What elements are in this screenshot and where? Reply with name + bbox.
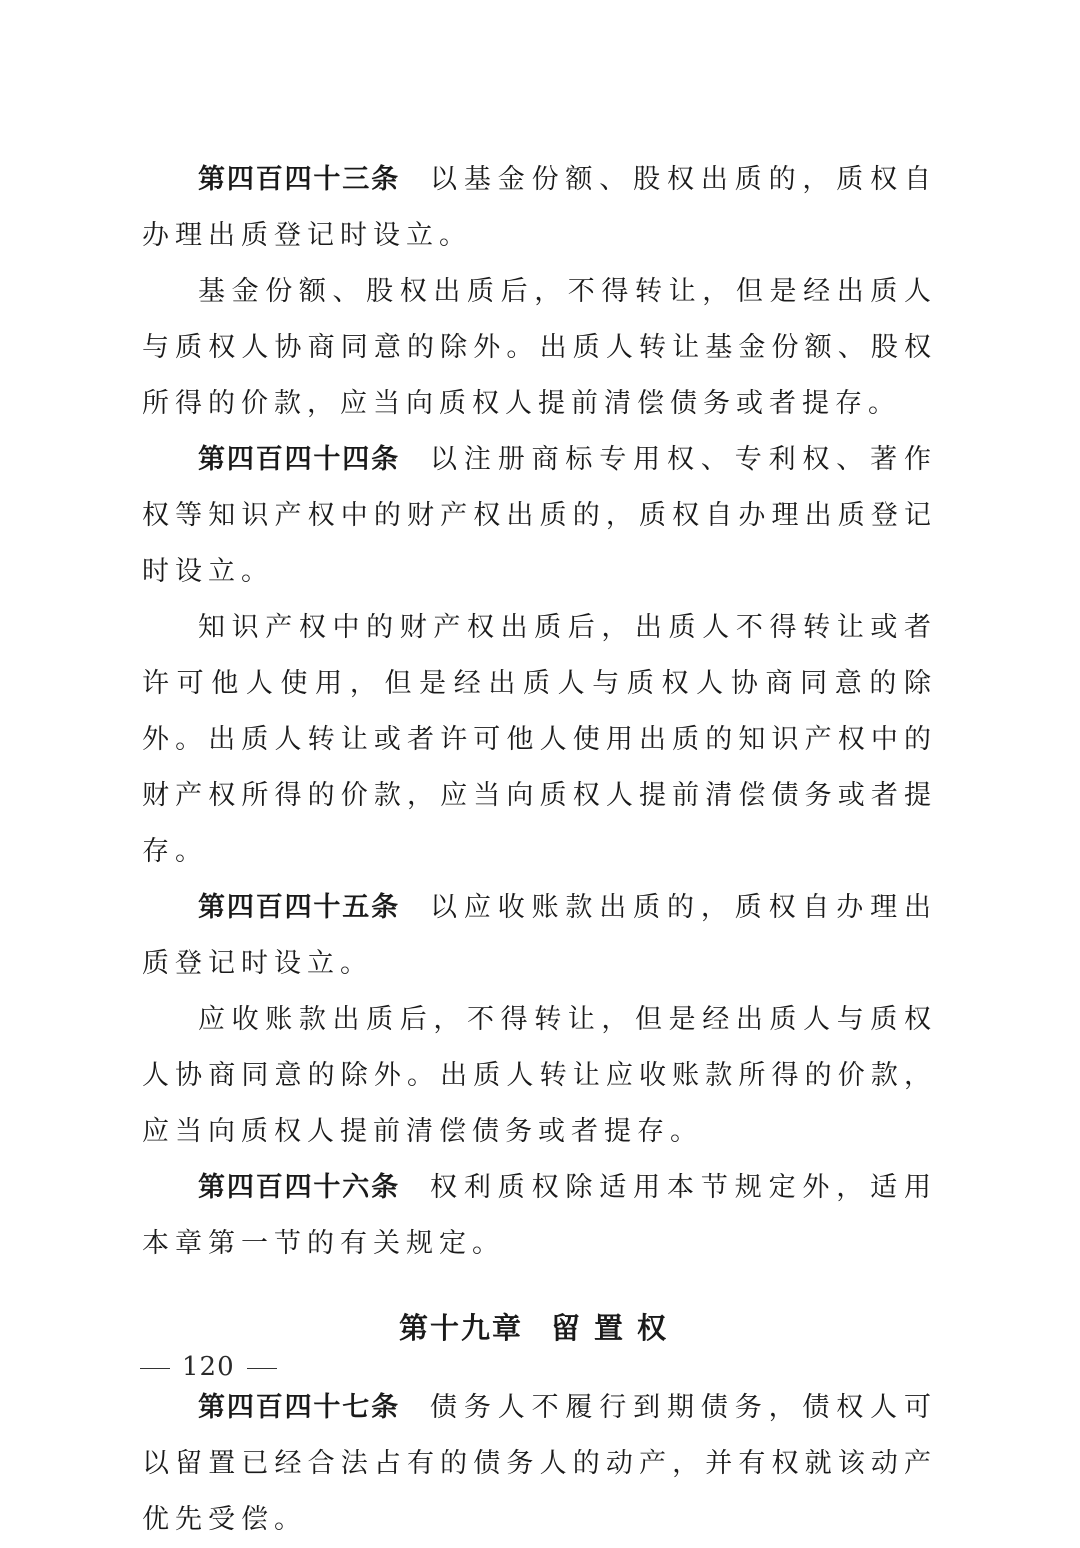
article-number: 第四百四十五条 bbox=[198, 892, 400, 923]
article-paragraph: 知识产权中的财产权出质后，出质人不得转让或者许可他人使用，但是经出质人与质权人协商同意的除外。出质人转让或者许可他人使用出质的知识产权中的财产权所得的价款，应当向质权人提前清偿债务或者提存。 bbox=[142, 612, 937, 867]
page-footer bbox=[128, 1352, 289, 1382]
article-number: 第四百四十六条 bbox=[198, 1172, 400, 1203]
article-number: 第四百四十四条 bbox=[198, 444, 400, 475]
article-number: 第四百四十三条 bbox=[198, 164, 400, 195]
article-paragraph bbox=[142, 880, 937, 992]
article-445 bbox=[142, 880, 937, 1160]
article-text: 以注册商标专用权、专利权、著作权等知识产权中的财产权出质的，质权自办理出质登记时设立。 bbox=[142, 444, 937, 587]
article-paragraph bbox=[142, 152, 937, 264]
chapter-title: 留置权 bbox=[551, 1311, 681, 1345]
article-paragraph bbox=[142, 1380, 937, 1548]
article-number: 第四百四十七条 bbox=[198, 1392, 400, 1423]
article-text: 以应收账款出质的，质权自办理出质登记时设立。 bbox=[142, 892, 937, 979]
article-447 bbox=[142, 1380, 937, 1548]
article-443 bbox=[142, 152, 937, 432]
article-paragraph: 基金份额、股权出质后，不得转让，但是经出质人与质权人协商同意的除外。出质人转让基金份额、股权所得的价款，应当向质权人提前清偿债务或者提存。 bbox=[142, 276, 937, 419]
article-paragraph: 应收账款出质后，不得转让，但是经出质人与质权人协商同意的除外。出质人转让应收账款所得的价款，应当向质权人提前清偿债务或者提存。 bbox=[142, 1004, 937, 1147]
footer-dash-right bbox=[247, 1368, 277, 1369]
page-number: 120 bbox=[182, 1352, 235, 1382]
article-446 bbox=[142, 1160, 937, 1272]
document-body bbox=[142, 152, 937, 1548]
article-text: 权利质权除适用本节规定外，适用本章第一节的有关规定。 bbox=[142, 1172, 937, 1259]
article-paragraph bbox=[142, 432, 937, 600]
article-paragraph bbox=[142, 1160, 937, 1272]
article-444 bbox=[142, 432, 937, 880]
article-text: 债务人不履行到期债务，债权人可以留置已经合法占有的债务人的动产，并有权就该动产优先受偿。 bbox=[142, 1392, 937, 1535]
chapter-heading bbox=[142, 1300, 937, 1356]
chapter-number: 第十九章 bbox=[398, 1311, 523, 1345]
article-text: 以基金份额、股权出质的，质权自办理出质登记时设立。 bbox=[142, 164, 937, 251]
footer-dash-left bbox=[140, 1368, 170, 1369]
